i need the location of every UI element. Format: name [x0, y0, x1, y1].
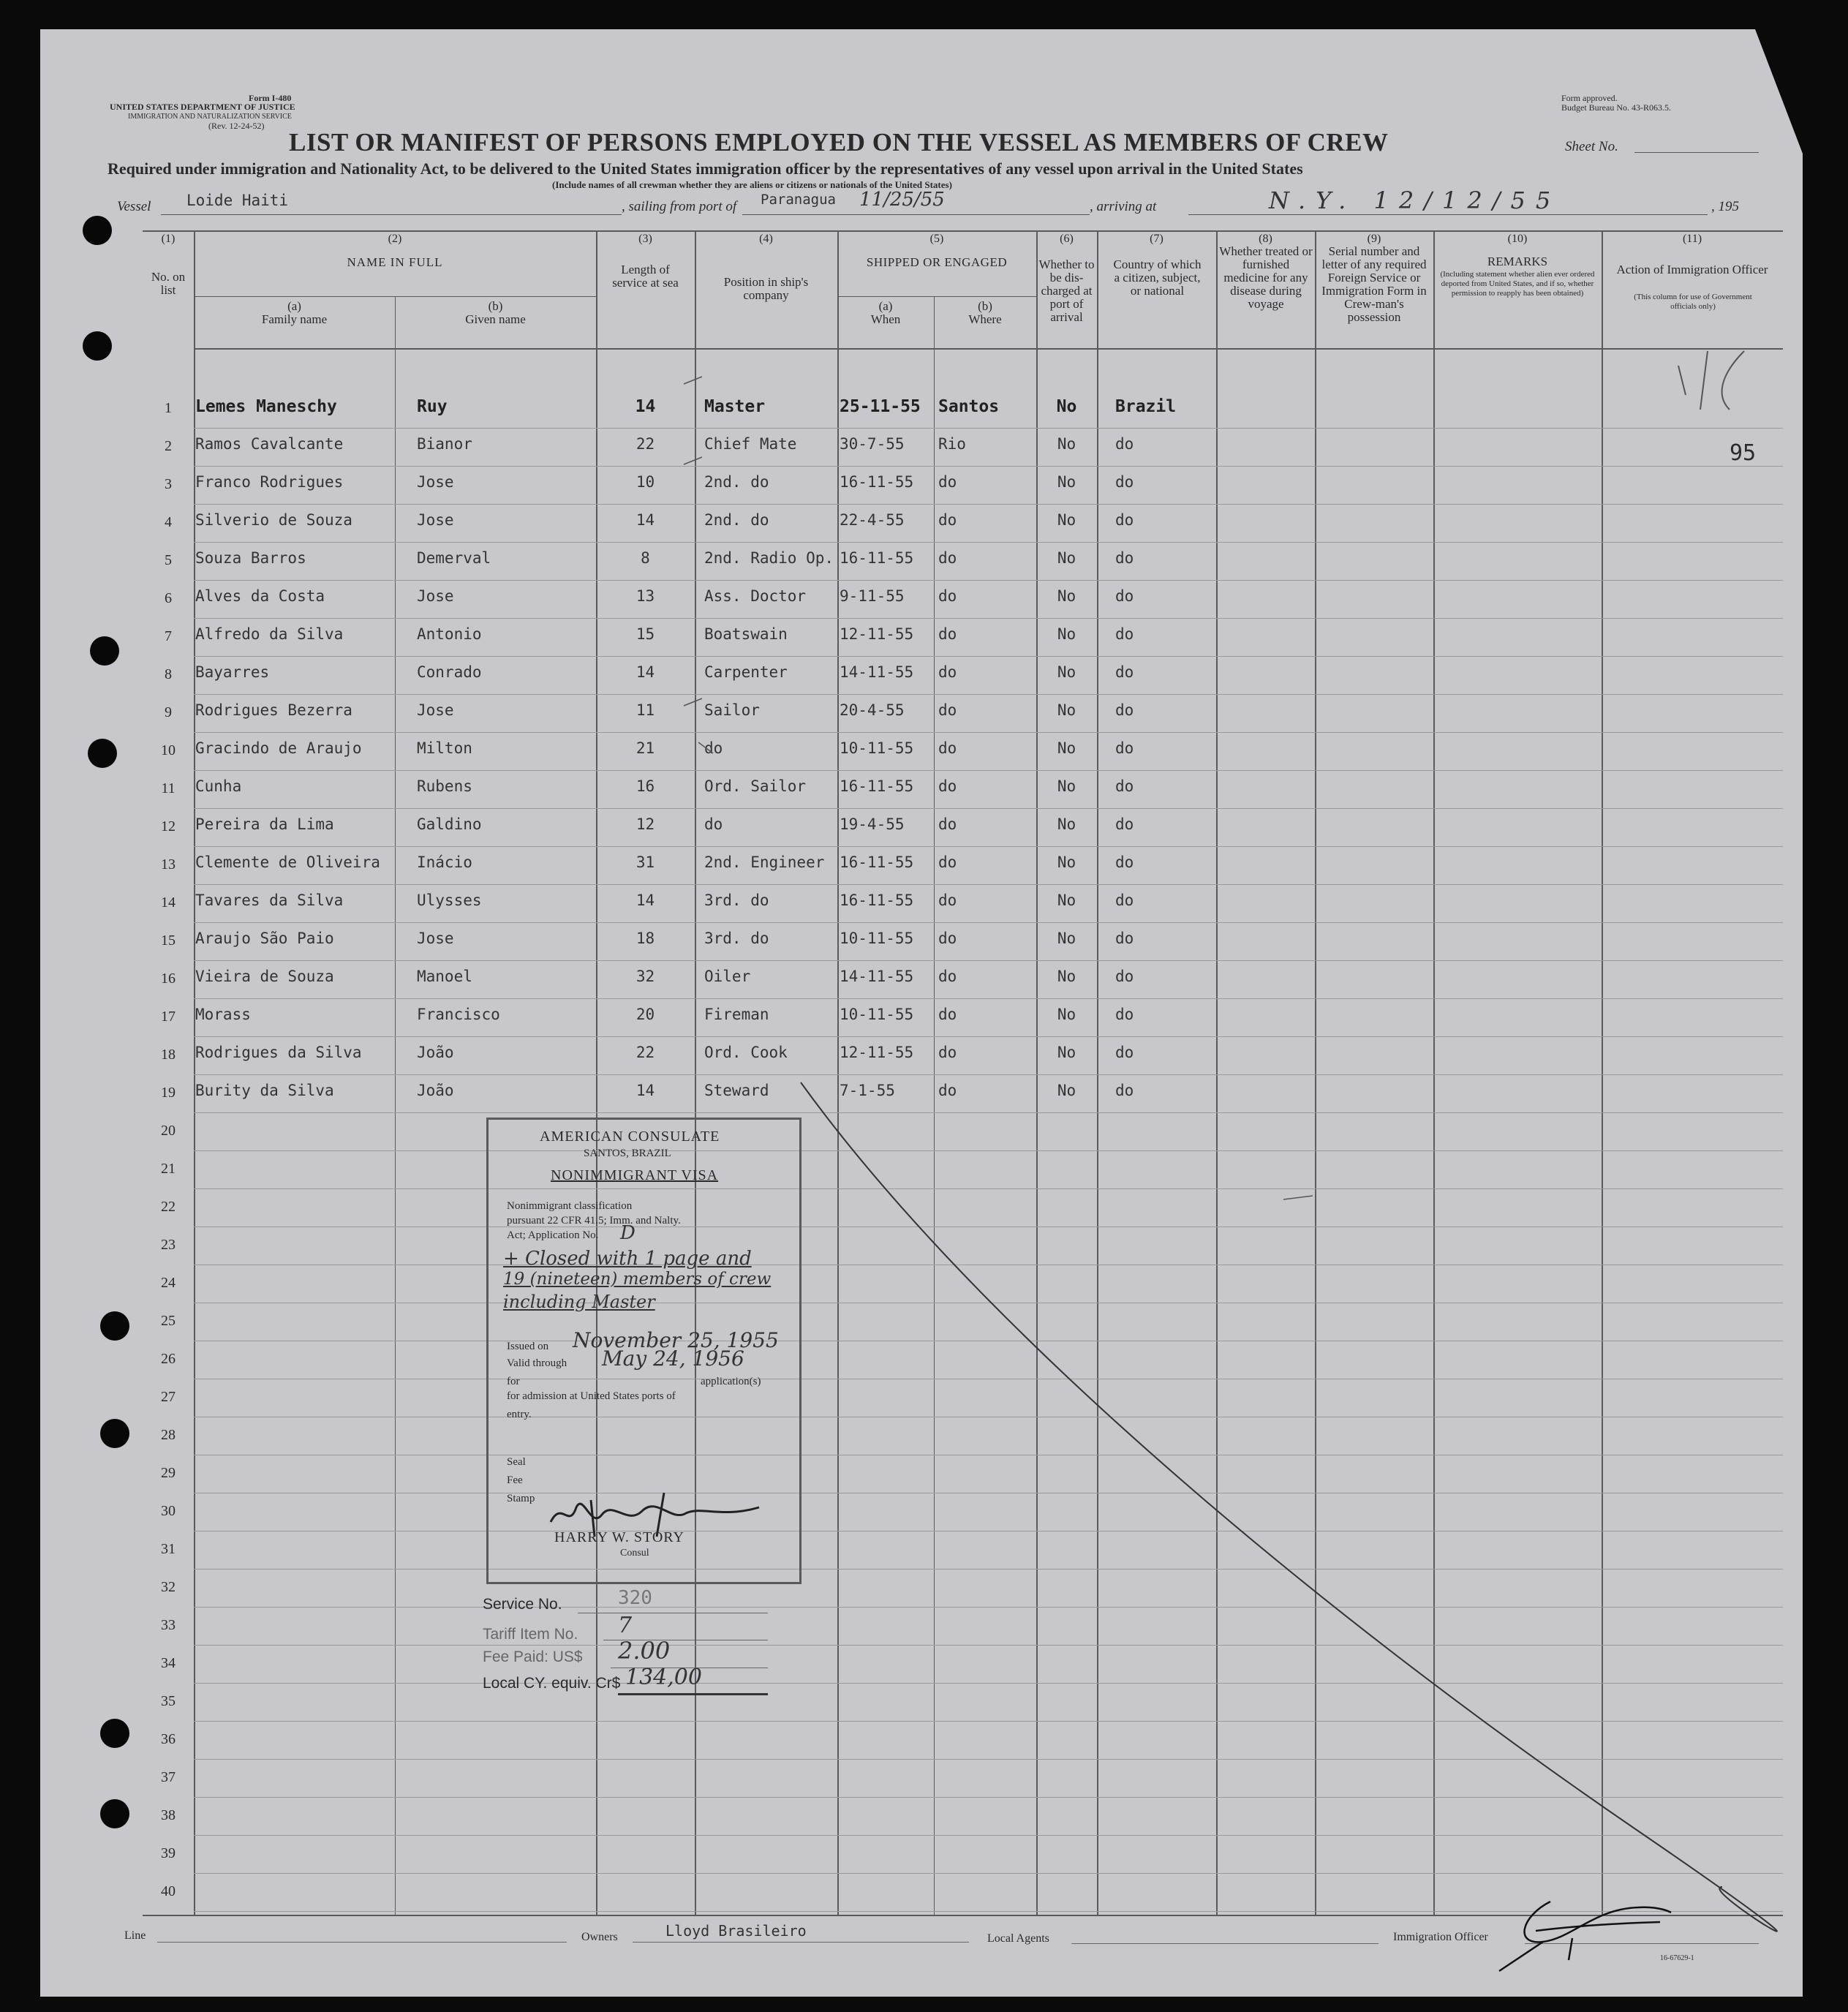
row-number: 37 — [161, 1769, 176, 1785]
fee-label: Fee Paid: US$ — [483, 1649, 583, 1665]
engaged-where: do — [938, 930, 957, 947]
col-head-discharged: Whether to be dis-charged at port of arrival — [1038, 257, 1095, 324]
footer-owners-label: Owners — [581, 1931, 618, 1943]
col-num-4: (4) — [759, 233, 773, 245]
col-head-name: NAME IN FULL — [347, 255, 443, 269]
discharged: No — [1057, 777, 1076, 795]
service-length: 14 — [636, 1082, 655, 1099]
discharged: No — [1057, 930, 1076, 947]
country: do — [1115, 739, 1134, 757]
col-num-5: (5) — [929, 233, 944, 245]
discharged: No — [1057, 1006, 1076, 1023]
service-length: 13 — [636, 587, 655, 605]
punch-hole — [88, 739, 117, 768]
engaged-where: do — [938, 854, 957, 871]
col-head-position: Position in ship's company — [723, 275, 809, 302]
row-number: 23 — [161, 1237, 176, 1253]
row-number: 12 — [161, 818, 176, 834]
stamp-class: Nonimmigrant classification — [507, 1200, 633, 1212]
row-number: 21 — [161, 1161, 176, 1177]
service-no-label: Service No. — [483, 1596, 562, 1613]
given-name: Jose — [417, 511, 454, 529]
dept-name: UNITED STATES DEPARTMENT OF JUSTICE — [110, 102, 295, 112]
tariff-no: 7 — [618, 1613, 633, 1638]
engaged-when: 9-11-55 — [840, 587, 905, 605]
col-head-no: No. on list — [151, 270, 186, 297]
engaged-where: do — [938, 815, 957, 833]
sailing-date: 11/25/55 — [859, 189, 945, 211]
country: do — [1115, 549, 1134, 567]
position: Boatswain — [704, 625, 788, 643]
stamp-hand-3: including Master — [503, 1292, 655, 1312]
family-name: Bayarres — [195, 663, 270, 681]
family-name: Araujo São Paio — [195, 930, 334, 947]
row-number: 5 — [165, 552, 172, 568]
service-length: 21 — [636, 739, 655, 757]
given-name: Francisco — [417, 1006, 500, 1023]
engaged-when: 7-1-55 — [840, 1082, 895, 1099]
discharged: No — [1057, 511, 1076, 529]
row-number: 38 — [161, 1807, 176, 1823]
row-number: 31 — [161, 1541, 176, 1557]
row-number: 7 — [165, 628, 172, 644]
row-number: 25 — [161, 1313, 176, 1329]
row-number: 26 — [161, 1351, 176, 1367]
service-length: 31 — [636, 854, 655, 871]
sailing-port: Paranagua — [761, 192, 836, 208]
engaged-where: do — [938, 1082, 957, 1099]
row-number: 35 — [161, 1693, 176, 1709]
given-name: Bianor — [417, 435, 472, 453]
row-number: 13 — [161, 856, 176, 873]
local-equiv: 134,00 — [625, 1665, 702, 1690]
engaged-when: 16-11-55 — [840, 549, 914, 567]
given-name: João — [417, 1044, 454, 1061]
row-number: 4 — [165, 514, 172, 530]
stamp-fee: Fee — [507, 1474, 523, 1486]
position: Ord. Sailor — [704, 777, 807, 795]
family-name: Franco Rodrigues — [195, 473, 344, 491]
service-length: 22 — [636, 435, 655, 453]
service-length: 14 — [636, 663, 655, 681]
col-num-9: (9) — [1367, 233, 1381, 245]
note-text: (Include names of all crewman whether they are aliens or citizens or nationals of the United States) — [552, 179, 952, 190]
stamp-stamp-word: Stamp — [507, 1493, 535, 1504]
discharged: No — [1057, 701, 1076, 719]
row-number: 36 — [161, 1731, 176, 1747]
row-number: 14 — [161, 894, 176, 911]
col-num-6: (6) — [1060, 233, 1074, 245]
given-name: Rubens — [417, 777, 472, 795]
engaged-where: do — [938, 701, 957, 719]
col-head-where: Where — [968, 312, 1002, 326]
engaged-where: do — [938, 511, 957, 529]
col-head-service: Length of service at sea — [612, 263, 679, 290]
stamp-visa: NONIMMIGRANT VISA — [551, 1167, 719, 1183]
country: do — [1115, 968, 1134, 985]
family-name: Burity da Silva — [195, 1082, 334, 1099]
side-number: 95 — [1730, 440, 1757, 466]
engaged-where: Santos — [938, 397, 1000, 416]
col-head-family-n: (a) — [287, 299, 301, 313]
stamp-applications: application(s) — [701, 1376, 761, 1387]
stamp-issued-label: Issued on — [507, 1341, 549, 1352]
discharged: No — [1057, 815, 1076, 833]
row-number: 17 — [161, 1009, 176, 1025]
col-head-shipped: SHIPPED OR ENGAGED — [866, 255, 1008, 269]
col-head-country: Country of which a citizen, subject, or national — [1113, 257, 1202, 298]
engaged-where: do — [938, 777, 957, 795]
col-num-11: (11) — [1682, 233, 1702, 245]
engaged-where: do — [938, 473, 957, 491]
engaged-when: 16-11-55 — [840, 892, 914, 909]
engaged-where: do — [938, 549, 957, 567]
given-name: Conrado — [417, 663, 482, 681]
stamp-issued: November 25, 1955 — [573, 1328, 779, 1352]
page-title: LIST OR MANIFEST OF PERSONS EMPLOYED ON THE VESSEL AS MEMBERS OF CREW — [289, 128, 1389, 157]
discharged: No — [1057, 587, 1076, 605]
budget-no: Budget Bureau No. 43-R063.5. — [1561, 102, 1671, 113]
row-number: 3 — [165, 476, 172, 492]
given-name: Inácio — [417, 854, 472, 871]
engaged-when: 10-11-55 — [840, 739, 914, 757]
row-number: 29 — [161, 1465, 176, 1481]
manifest-sheet — [40, 29, 1803, 1997]
engaged-where: do — [938, 739, 957, 757]
country: do — [1115, 815, 1134, 833]
family-name: Gracindo de Araujo — [195, 739, 362, 757]
engaged-when: 16-11-55 — [840, 473, 914, 491]
discharged: No — [1057, 1044, 1076, 1061]
footer-owners: Lloyd Brasileiro — [665, 1922, 807, 1940]
service-length: 14 — [636, 511, 655, 529]
col-num-10: (10) — [1507, 233, 1528, 245]
officer-signature — [1492, 1880, 1675, 1975]
stamp-for: for — [507, 1376, 520, 1387]
punch-hole — [90, 636, 119, 666]
service-length: 8 — [641, 549, 650, 567]
family-name: Cunha — [195, 777, 242, 795]
col-head-given: Given name — [465, 312, 526, 326]
punch-hole — [100, 1799, 129, 1828]
row-number: 6 — [165, 590, 172, 606]
col-head-serial: Serial number and letter of any required Foreign Service or Immigration Form in Crew-man's possession — [1321, 244, 1427, 324]
row-number: 20 — [161, 1123, 176, 1139]
engaged-where: do — [938, 587, 957, 605]
stamp-hand-2: 19 (nineteen) members of crew — [503, 1270, 772, 1289]
row-number: 10 — [161, 742, 176, 758]
stamp-valid-label: Valid through — [507, 1357, 567, 1369]
country: do — [1115, 587, 1134, 605]
engaged-when: 12-11-55 — [840, 1044, 914, 1061]
col-head-family: Family name — [261, 312, 328, 326]
row-number: 9 — [165, 704, 172, 720]
given-name: Jose — [417, 473, 454, 491]
discharged: No — [1057, 473, 1076, 491]
position: 2nd. do — [704, 511, 769, 529]
service-length: 11 — [636, 701, 655, 719]
row-number: 11 — [161, 780, 176, 796]
position: Master — [704, 397, 766, 416]
stamp-pursuant: pursuant 22 CFR 41.5; Imm. and Nalty. — [507, 1215, 681, 1227]
row-number: 24 — [161, 1275, 176, 1291]
engaged-when: 10-11-55 — [840, 930, 914, 947]
family-name: Alves da Costa — [195, 587, 325, 605]
country: do — [1115, 663, 1134, 681]
discharged: No — [1057, 663, 1076, 681]
approval-text: Form approved. — [1561, 93, 1618, 103]
position: do — [704, 739, 723, 757]
position: 2nd. Engineer — [704, 854, 825, 871]
engaged-when: 20-4-55 — [840, 701, 905, 719]
given-name: Ulysses — [417, 892, 482, 909]
diagonal-cancel-line — [40, 29, 1803, 1997]
family-name: Alfredo da Silva — [195, 625, 344, 643]
engaged-where: do — [938, 625, 957, 643]
country: do — [1115, 892, 1134, 909]
engaged-where: do — [938, 1044, 957, 1061]
position: 2nd. do — [704, 473, 769, 491]
tariff-label: Tariff Item No. — [483, 1626, 578, 1643]
discharged: No — [1057, 625, 1076, 643]
given-name: Antonio — [417, 625, 482, 643]
service-length: 14 — [635, 397, 656, 416]
family-name: Vieira de Souza — [195, 968, 334, 985]
punch-hole — [100, 1719, 129, 1748]
country: do — [1115, 625, 1134, 643]
row-number: 33 — [161, 1617, 176, 1633]
col-head-remarks: REMARKS — [1487, 255, 1548, 268]
service-length: 20 — [636, 1006, 655, 1023]
discharged: No — [1057, 1082, 1076, 1099]
service-length: 12 — [636, 815, 655, 833]
row-number: 18 — [161, 1047, 176, 1063]
position: do — [704, 815, 723, 833]
punch-hole — [100, 1419, 129, 1448]
col-head-action-note: (This column for use of Government officials only) — [1634, 293, 1752, 311]
col-num-3: (3) — [638, 233, 652, 245]
col-head-where-n: (b) — [978, 299, 992, 313]
row-number: 8 — [165, 666, 172, 682]
country: do — [1115, 473, 1134, 491]
rev-date: (Rev. 12-24-52) — [208, 121, 265, 131]
given-name: Demerval — [417, 549, 491, 567]
country: do — [1115, 435, 1134, 453]
position: 3rd. do — [704, 930, 769, 947]
stamp-admission: for admission at United States ports of — [507, 1390, 676, 1402]
footer-officer-label: Immigration Officer — [1393, 1931, 1488, 1943]
col-num-1: (1) — [161, 233, 176, 245]
row-number: 30 — [161, 1503, 176, 1519]
row-number: 40 — [161, 1883, 176, 1899]
local-label: Local CY. equiv. Cr$ — [483, 1675, 621, 1692]
col-head-action: Action of Immigration Officer — [1616, 263, 1768, 276]
discharged: No — [1057, 854, 1076, 871]
stamp-seal: Seal — [507, 1456, 526, 1468]
position: 3rd. do — [704, 892, 769, 909]
given-name: Milton — [417, 739, 472, 757]
row-number: 28 — [161, 1427, 176, 1443]
consul-name: HARRY W. STORY — [554, 1529, 684, 1545]
sailing-label: , sailing from port of — [622, 199, 737, 214]
engaged-when: 19-4-55 — [840, 815, 905, 833]
family-name: Tavares da Silva — [195, 892, 344, 909]
country: do — [1115, 777, 1134, 795]
year-label: , 195 — [1711, 199, 1739, 214]
row-number: 34 — [161, 1655, 176, 1671]
given-name: Manoel — [417, 968, 472, 985]
given-name: Galdino — [417, 815, 482, 833]
country: do — [1115, 1006, 1134, 1023]
family-name: Pereira da Lima — [195, 815, 334, 833]
family-name: Rodrigues Bezerra — [195, 701, 352, 719]
engaged-where: do — [938, 1006, 957, 1023]
discharged: No — [1057, 892, 1076, 909]
col-num-2: (2) — [388, 233, 402, 245]
discharged: No — [1057, 549, 1076, 567]
footer-agents-label: Local Agents — [987, 1932, 1049, 1945]
country: Brazil — [1115, 397, 1177, 416]
discharged: No — [1057, 968, 1076, 985]
service-length: 10 — [636, 473, 655, 491]
col-head-remarks-note: (Including statement whether alien ever ordered deported from United States, and if so, whether permission to reapply has been obtained) — [1440, 270, 1595, 298]
fee-paid: 2.00 — [618, 1637, 671, 1665]
row-number: 2 — [165, 438, 172, 454]
family-name: Silverio de Souza — [195, 511, 352, 529]
engaged-where: do — [938, 663, 957, 681]
col-head-when: When — [870, 312, 901, 326]
position: Sailor — [704, 701, 760, 719]
service-length: 15 — [636, 625, 655, 643]
row-number: 39 — [161, 1845, 176, 1861]
service-length: 16 — [636, 777, 655, 795]
position: Steward — [704, 1082, 769, 1099]
engaged-when: 10-11-55 — [840, 1006, 914, 1023]
engaged-when: 14-11-55 — [840, 663, 914, 681]
given-name: Ruy — [417, 397, 448, 416]
footer-line-label: Line — [124, 1929, 146, 1942]
form-code: 16-67629-1 — [1660, 1954, 1694, 1962]
engaged-where: do — [938, 968, 957, 985]
family-name: Lemes Maneschy — [195, 397, 337, 416]
service-length: 14 — [636, 892, 655, 909]
col-num-8: (8) — [1259, 233, 1272, 245]
engaged-when: 16-11-55 — [840, 854, 914, 871]
family-name: Ramos Cavalcante — [195, 435, 344, 453]
family-name: Clemente de Oliveira — [195, 854, 380, 871]
punch-hole — [83, 331, 112, 361]
vessel-label: Vessel — [117, 199, 151, 214]
row-number: 15 — [161, 932, 176, 949]
punch-hole — [83, 216, 112, 245]
country: do — [1115, 701, 1134, 719]
col-num-7: (7) — [1150, 233, 1164, 245]
stamp-entry: entry. — [507, 1409, 532, 1420]
position: Carpenter — [704, 663, 788, 681]
stamp-consulate: AMERICAN CONSULATE — [540, 1129, 720, 1145]
engaged-when: 16-11-55 — [840, 777, 914, 795]
given-name: Jose — [417, 701, 454, 719]
stamp-hand-1: + Closed with 1 page and — [503, 1248, 752, 1270]
engaged-when: 30-7-55 — [840, 435, 905, 453]
position: Oiler — [704, 968, 751, 985]
discharged: No — [1057, 435, 1076, 453]
engaged-when: 12-11-55 — [840, 625, 914, 643]
stamp-act: Act; Application No. — [507, 1229, 599, 1241]
arriving-label: , arriving at — [1090, 199, 1157, 214]
col-head-given-n: (b) — [488, 299, 503, 313]
row-number: 22 — [161, 1199, 176, 1215]
position: Ass. Doctor — [704, 587, 807, 605]
engaged-where: Rio — [938, 435, 966, 453]
country: do — [1115, 1082, 1134, 1099]
given-name: João — [417, 1082, 454, 1099]
consul-title: Consul — [620, 1548, 649, 1559]
arrival-note: N.Y. 12/12/55 — [1269, 186, 1561, 214]
service-length: 32 — [636, 968, 655, 985]
row-number: 32 — [161, 1579, 176, 1595]
stamp-city: SANTOS, BRAZIL — [584, 1148, 671, 1159]
family-name: Rodrigues da Silva — [195, 1044, 362, 1061]
engaged-when: 22-4-55 — [840, 511, 905, 529]
engaged-where: do — [938, 892, 957, 909]
row-number: 1 — [165, 400, 172, 416]
engaged-when: 25-11-55 — [840, 397, 921, 416]
family-name: Souza Barros — [195, 549, 306, 567]
discharged: No — [1056, 397, 1077, 416]
row-number: 27 — [161, 1389, 176, 1405]
country: do — [1115, 1044, 1134, 1061]
stamp-app-no: D — [620, 1222, 636, 1244]
country: do — [1115, 511, 1134, 529]
row-number: 16 — [161, 971, 176, 987]
discharged: No — [1057, 739, 1076, 757]
form-number: Form I-480 — [249, 93, 292, 103]
country: do — [1115, 854, 1134, 871]
service-no: 320 — [618, 1587, 652, 1609]
family-name: Morass — [195, 1006, 251, 1023]
sheet-no-label: Sheet No. — [1565, 139, 1618, 154]
vessel-name: Loide Haiti — [186, 192, 289, 209]
visa-stamp — [486, 1118, 802, 1584]
position: Fireman — [704, 1006, 769, 1023]
engaged-when: 14-11-55 — [840, 968, 914, 985]
service-length: 22 — [636, 1044, 655, 1061]
punch-hole — [100, 1311, 129, 1341]
subtitle: Required under immigration and Nationality Act, to be delivered to the United States immigration officer by the representatives of any vessel upon arrival in the United States — [108, 159, 1303, 178]
position: 2nd. Radio Op. — [704, 549, 834, 567]
service-name: IMMIGRATION AND NATURALIZATION SERVICE — [128, 113, 292, 121]
position: Ord. Cook — [704, 1044, 788, 1061]
col-head-medicine: Whether treated or furnished medicine for any disease during voyage — [1219, 244, 1313, 311]
col-head-when-n: (a) — [878, 299, 893, 313]
position: Chief Mate — [704, 435, 797, 453]
stamp-valid: May 24, 1956 — [602, 1346, 744, 1371]
country: do — [1115, 930, 1134, 947]
given-name: Jose — [417, 587, 454, 605]
row-number: 19 — [161, 1085, 176, 1101]
given-name: Jose — [417, 930, 454, 947]
service-length: 18 — [636, 930, 655, 947]
